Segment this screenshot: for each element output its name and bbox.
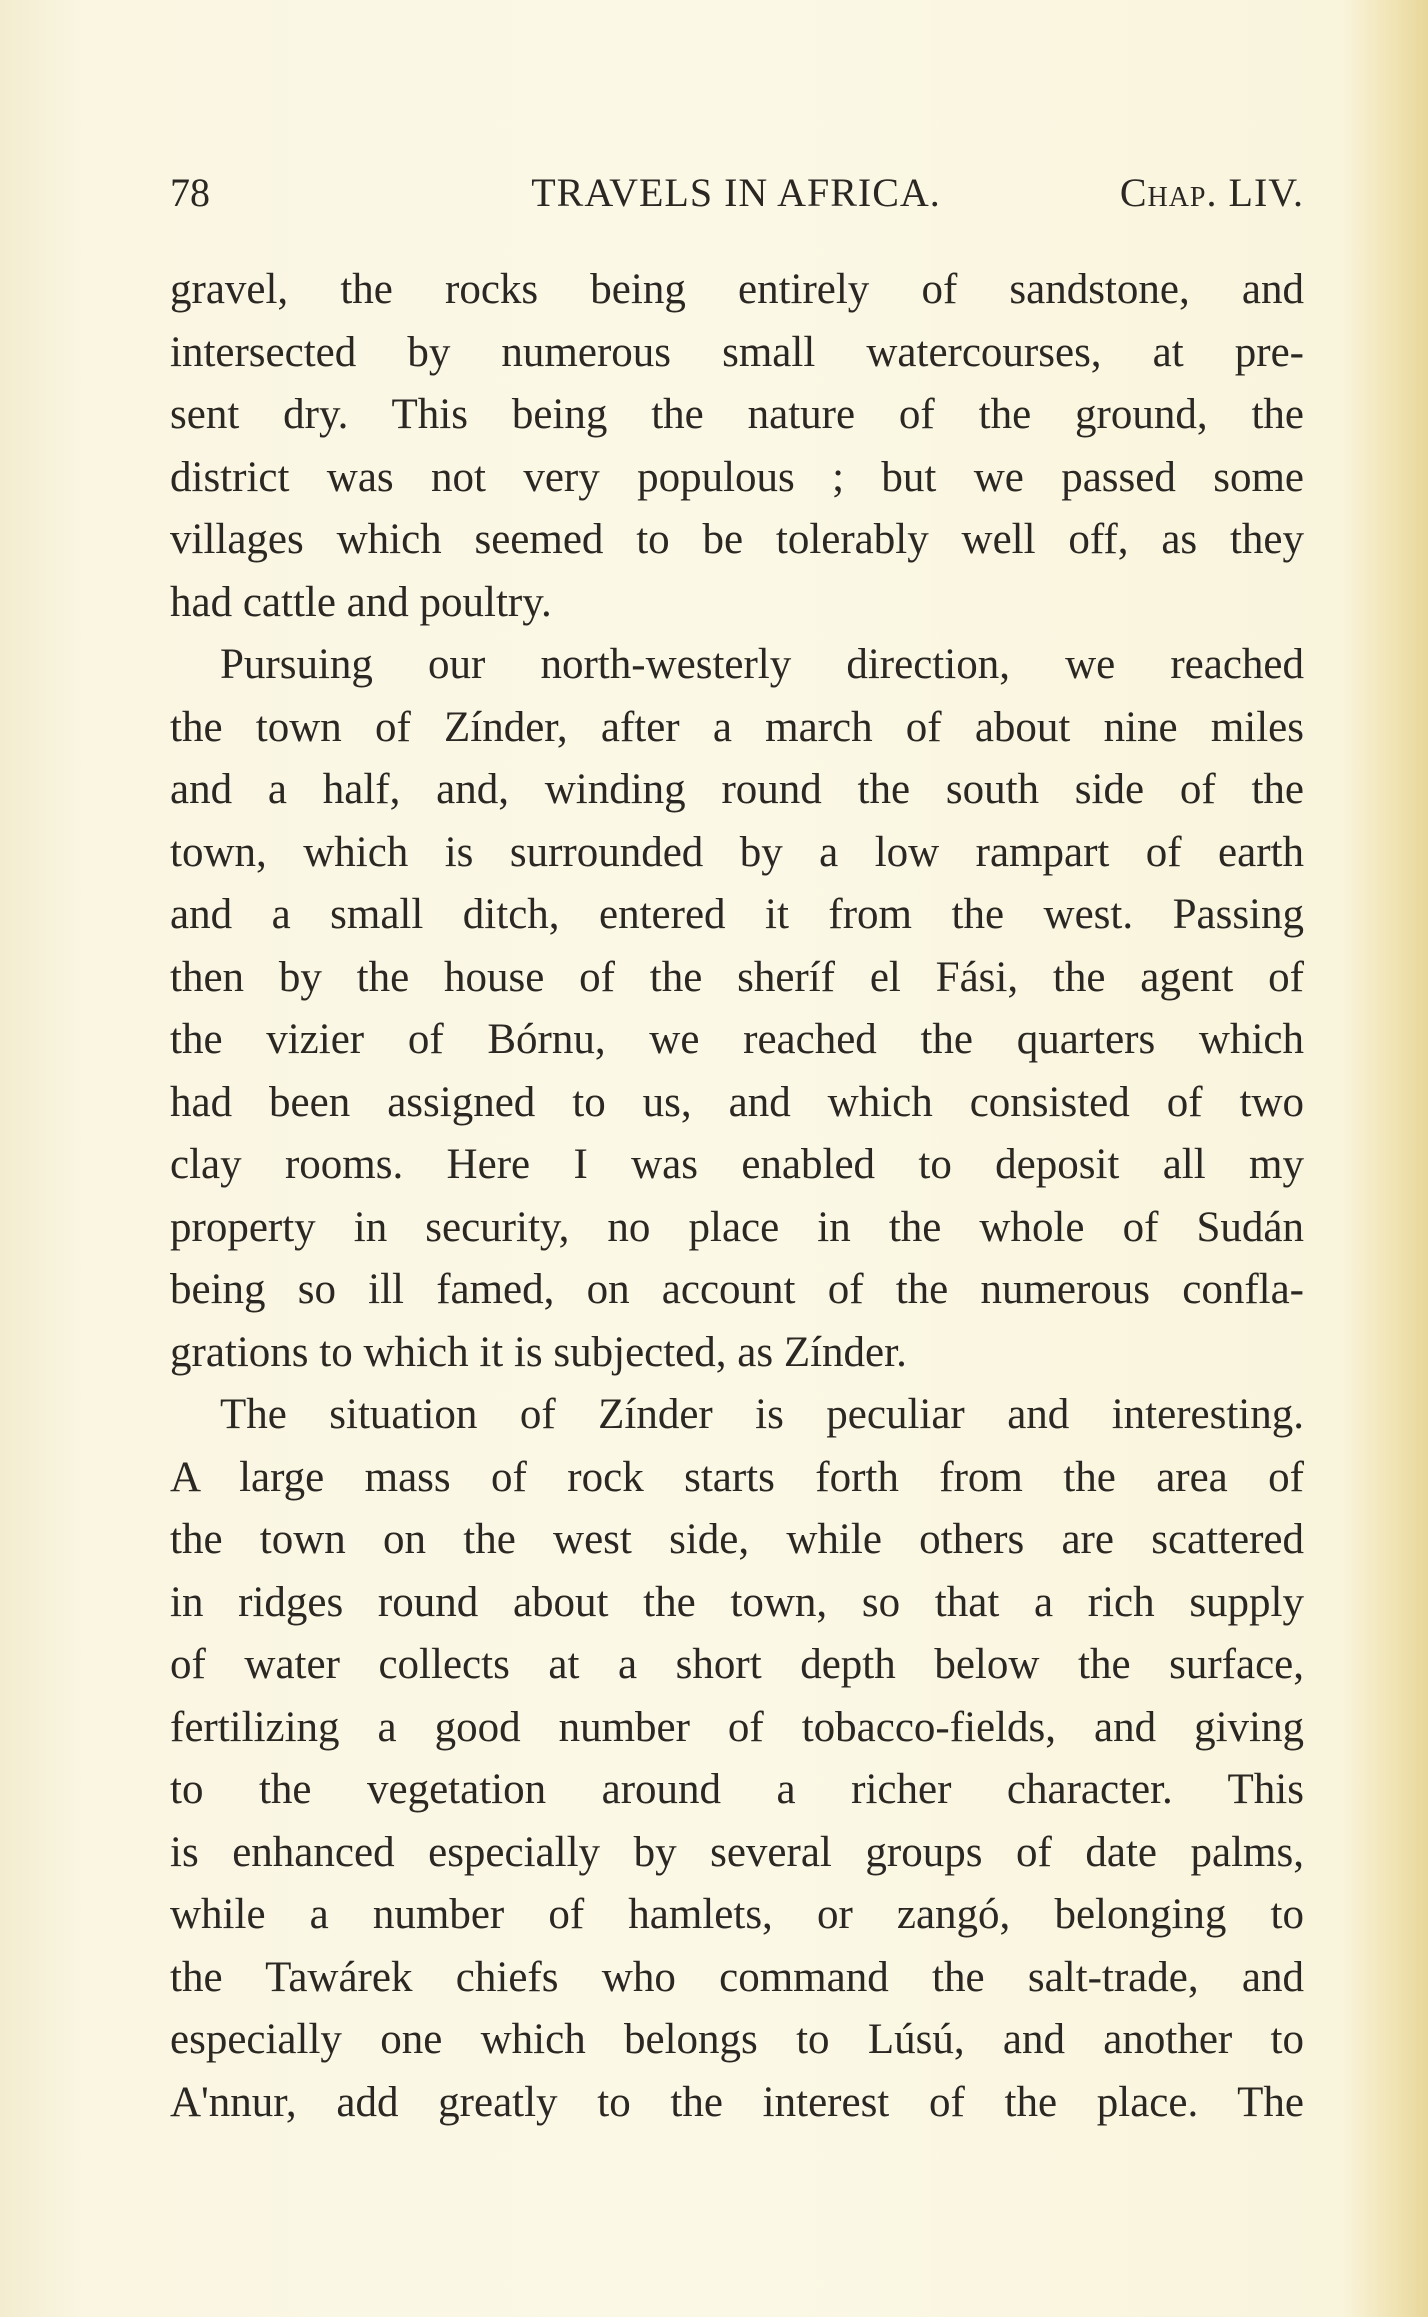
text-line-content: and a small ditch, entered it from the west. Passing [170,891,1304,938]
text-line [220,1385,1304,1445]
text-line [170,698,1304,758]
text-line [170,1073,1304,1133]
text-line-content: villages which seemed to be tolerably well off, as they [170,516,1304,563]
text-line-content: in ridges round about the town, so that a rich supply [170,1578,1304,1626]
text-line [170,573,1304,633]
text-line [170,1135,1304,1195]
text-line [170,2010,1304,2070]
text-line-content: gravel, the rocks being entirely of sandstone, and [170,266,1304,313]
text-line [170,1510,1304,1570]
text-line-content: while a number of hamlets, or zangó, belonging to [170,1891,1304,1938]
text-line [170,823,1304,883]
text-line-content: Pursuing our north-westerly direction, we reached [220,641,1304,688]
text-line [170,510,1304,570]
text-line-content: the vizier of Bórnu, we reached the quarters which [170,1016,1304,1063]
text-line-content: the town on the west side, while others are scattered [170,1516,1304,1563]
text-line [170,885,1304,945]
chapter-label: Chap. LIV. [1119,170,1304,215]
text-line-content: fertilizing a good number of tobacco-fields, and giving [170,1703,1304,1751]
text-line-content: especially one which belongs to Lúsú, and another to [170,2016,1304,2063]
text-line [170,1885,1304,1945]
text-line [170,385,1304,445]
text-line [170,1760,1304,1820]
text-line [170,1823,1304,1883]
page-number: 78 [170,170,210,215]
text-line-content: A large mass of rock starts forth from the area of [170,1453,1304,1501]
text-line [170,1448,1304,1508]
text-line-content: intersected by numerous small watercourses, at pre- [170,328,1304,376]
text-line [170,1260,1304,1320]
text-line [170,1698,1304,1758]
text-line [170,1323,1304,1383]
text-line-content: sent dry. This being the nature of the ground, the [170,391,1304,438]
text-line [170,1573,1304,1633]
text-line [170,948,1304,1008]
text-line [170,1948,1304,2008]
text-line [170,760,1304,820]
text-line-content: and a half, and, winding round the south side of the [170,766,1304,813]
text-line-content: A'nnur, add greatly to the interest of the place. The [170,2078,1304,2126]
text-line-content: to the vegetation around a richer character. This [170,1766,1304,1813]
text-line [170,1635,1304,1695]
text-line [170,260,1304,320]
running-title: TRAVELS IN AFRICA. [531,170,941,215]
text-line-content: town, which is surrounded by a low rampart of earth [170,828,1304,876]
text-line [220,635,1304,695]
text-line-content: The situation of Zínder is peculiar and interesting. [220,1391,1304,1438]
text-line-content: of water collects at a short depth below the surface, [170,1641,1304,1688]
text-line-content: then by the house of the sheríf el Fási, the agent of [170,953,1304,1001]
text-line [170,1198,1304,1258]
text-line-content: had cattle and poultry. [170,578,552,626]
text-line-content: district was not very populous ; but we passed some [170,453,1304,501]
text-line [170,323,1304,383]
text-line [170,2073,1304,2133]
text-line-content: had been assigned to us, and which consisted of two [170,1078,1304,1126]
text-line-content: the Tawárek chiefs who command the salt-trade, and [170,1953,1304,2001]
text-line [170,1010,1304,1070]
text-line-content: being so ill famed, on account of the numerous confla- [170,1266,1304,1313]
text-line [170,448,1304,508]
text-line-content: the town of Zínder, after a march of about nine miles [170,703,1304,751]
text-line-content: clay rooms. Here I was enabled to deposit all my [170,1141,1304,1188]
text-line-content: grations to which it is subjected, as Zínder. [170,1328,907,1376]
text-line-content: property in security, no place in the whole of Sudán [170,1203,1304,1251]
text-line-content: is enhanced especially by several groups of date palms, [170,1828,1304,1876]
